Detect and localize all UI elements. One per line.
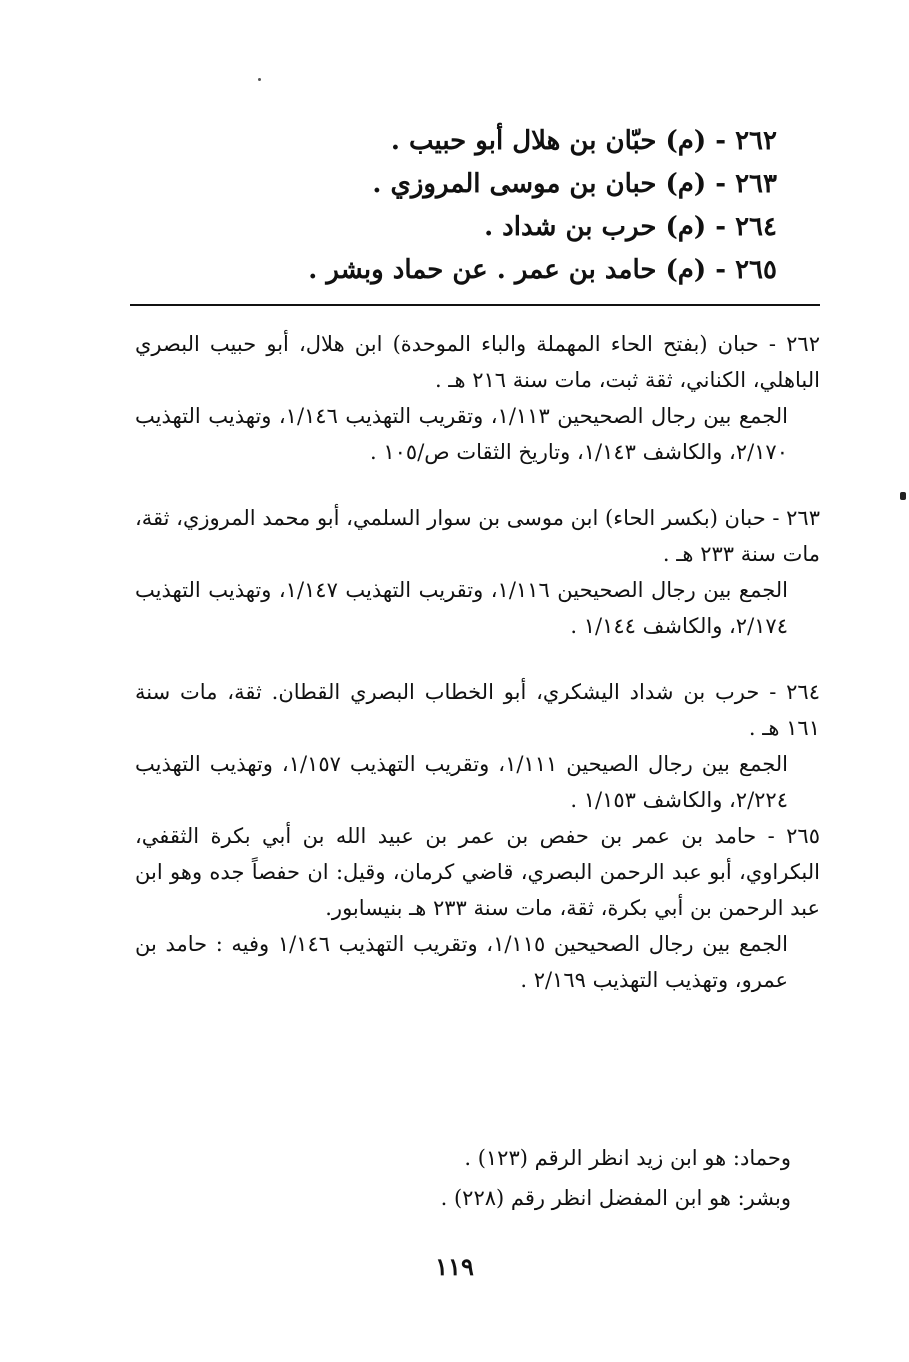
- main-list-item: ٢٦٥ - (م) حامد بن عمر . عن حماد وبشر .: [308, 255, 777, 285]
- note-entry-head: ٢٦٣ - حبان (بكسر الحاء) ابن موسى بن سوار السلمي، أبو محمد المروزي، ثقة، مات سنة ٢٣٣ هـ .: [135, 506, 820, 566]
- main-list-item: ٢٦٣ - (م) حبان بن موسى المروزي .: [372, 169, 777, 199]
- footnotes: [271, 1138, 791, 1218]
- page-number: ١١٩: [435, 1252, 474, 1281]
- note-entry-reference: الجمع بين رجال الصيحين ١/١١١، وتقريب التهذيب ١/١٥٧، وتهذيب التهذيب ٢/٢٢٤، والكاشف ١/١٥٣ .: [135, 752, 788, 812]
- note-entry: [135, 818, 820, 998]
- footnote: وحماد: هو ابن زيد انظر الرقم (١٢٣) .: [464, 1146, 791, 1170]
- note-entry-reference: الجمع بين رجال الصحيحين ١/١١٥، وتقريب التهذيب ١/١٤٦ وفيه : حامد بن عمرو، وتهذيب التهذيب ٢/١٦٩ .: [135, 932, 789, 992]
- divider-rule: [130, 304, 820, 306]
- main-list-item: ٢٦٢ - (م) حبّان بن هلال أبو حبيب .: [390, 126, 777, 156]
- note-entry-head: ٢٦٤ - حرب بن شداد اليشكري، أبو الخطاب البصري القطان. ثقة، مات سنة ١٦١ هـ .: [135, 680, 820, 740]
- note-entry: [135, 500, 820, 644]
- note-entry-reference: الجمع بين رجال الصحيحين ١/١١٦، وتقريب التهذيب ١/١٤٧، وتهذيب التهذيب ٢/١٧٤، والكاشف ١/١٤٤ .: [135, 578, 789, 638]
- notes-section: [135, 326, 820, 998]
- note-entry-head: ٢٦٥ - حامد بن عمر بن حفص بن عمر بن عبيد الله بن أبي بكرة الثقفي، البكراوي، أبو عبد الرحمن البصري، قاضي كرمان، وقيل: ان حفصاً جده وهو ابن عبد الرحمن بن أبي بكرة، ثقة، مات سنة ٢٣٣ هـ بنيسابور.: [135, 824, 820, 920]
- note-entry-reference: الجمع بين رجال الصحيحين ١/١١٣، وتقريب التهذيب ١/١٤٦، وتهذيب التهذيب ٢/١٧٠، والكاشف ١/١٤٣، وتاريخ الثقات ص/١٠٥ .: [135, 404, 789, 464]
- footnote: وبشر: هو ابن المفضل انظر رقم (٢٢٨) .: [440, 1186, 791, 1210]
- note-entry: [135, 326, 820, 470]
- note-entry: [135, 674, 820, 818]
- scan-speck: [258, 78, 261, 81]
- main-list: [257, 120, 777, 292]
- note-entry-head: ٢٦٢ - حبان (بفتح الحاء المهملة والباء الموحدة) ابن هلال، أبو حبيب البصري الباهلي، الكناني، ثقة ثبت، مات سنة ٢١٦ هـ .: [135, 332, 820, 392]
- scan-speck: [900, 492, 906, 500]
- main-list-item: ٢٦٤ - (م) حرب بن شداد .: [484, 212, 777, 242]
